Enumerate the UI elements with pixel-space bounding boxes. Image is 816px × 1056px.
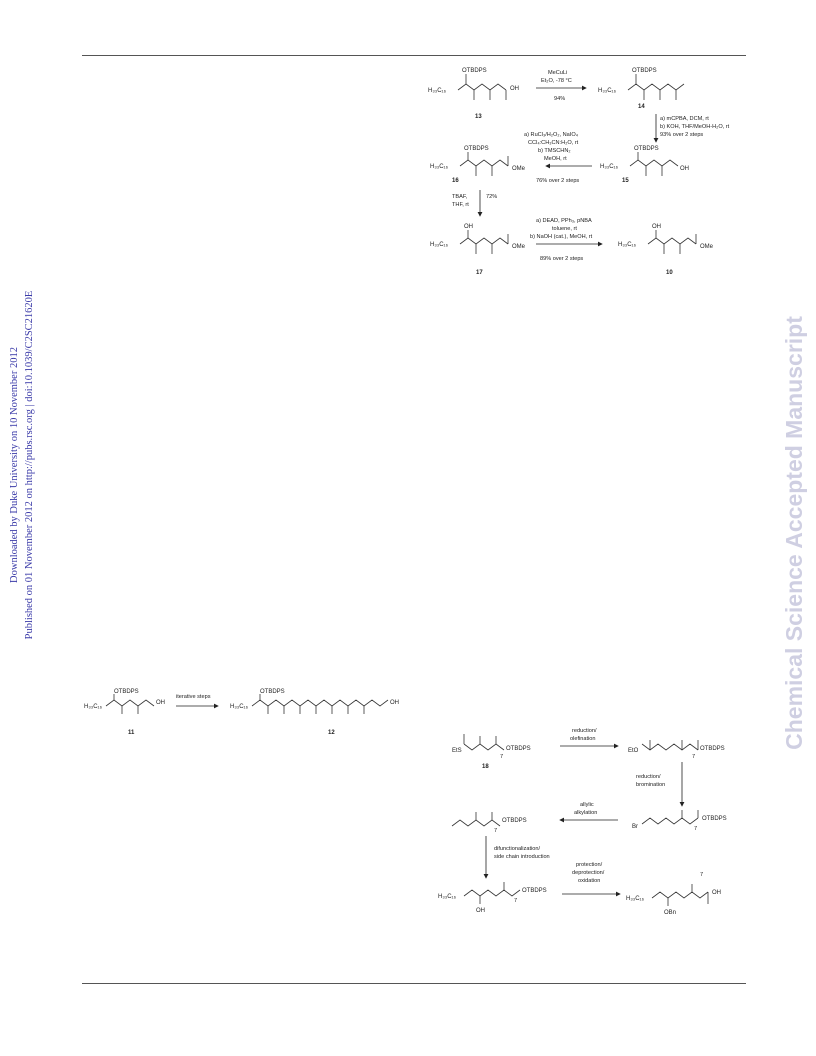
scheme-middle	[84, 686, 414, 740]
c18-number: 18	[482, 764, 489, 770]
b-step4-l2: side chain introduction	[494, 854, 550, 860]
step3-yield: 76% over 2 steps	[536, 178, 580, 184]
c16-alkyl: H₃₃C₁₆	[430, 164, 448, 170]
footer-rule	[82, 983, 746, 984]
step4-yield: 72%	[486, 194, 498, 200]
compound-alkene	[452, 812, 527, 834]
step5-b: b) NaOH (cat.), MeOH, rt	[530, 234, 593, 240]
c12-oh: OH	[390, 700, 399, 706]
b-step5-l3: oxidation	[578, 878, 601, 884]
c13-otbdps: OTBDPS	[462, 68, 487, 74]
c18-otbdps: OTBDPS	[506, 746, 531, 752]
b-step3-l1: allylic	[580, 802, 594, 808]
step1-yield: 94%	[554, 96, 566, 102]
b-step5-l1: protection/	[576, 862, 603, 868]
step3-a: a) RuCl₃/H₂O₂, NaIO₄	[524, 132, 578, 138]
c12-otbdps: OTBDPS	[260, 689, 285, 695]
download-notice	[7, 155, 43, 775]
compound-17	[430, 224, 526, 276]
b-step1-l2: olefination	[570, 736, 596, 742]
step5-solvent: toluene, rt	[552, 226, 577, 232]
compound-alcohol	[438, 882, 547, 914]
c10-number: 10	[666, 270, 673, 276]
c11-oh: OH	[156, 700, 165, 706]
c17-number: 17	[476, 270, 483, 276]
c15-otbdps: OTBDPS	[634, 146, 659, 152]
c17-chain	[460, 238, 508, 244]
compound-acid	[626, 872, 721, 916]
scheme-top	[420, 60, 750, 290]
compound-14	[598, 68, 684, 110]
c14-otbdps: OTBDPS	[632, 68, 657, 74]
alcohol-subscript: 7	[514, 898, 518, 904]
c17-oh-label: OH	[464, 224, 473, 230]
acid-obn: OBn	[664, 910, 677, 916]
step5-a: a) DEAD, PPh₃, pNBA	[536, 218, 592, 224]
step1-reagent: MeCuLi	[548, 70, 568, 76]
accepted-manuscript-watermark: Chemical Science Accepted Manuscript	[781, 316, 807, 750]
c18-chain	[464, 744, 504, 750]
b-step4-l1: difunctionalization/	[494, 846, 541, 852]
bromide-otbdps: OTBDPS	[702, 816, 727, 822]
step3-b: b) TMSCHN₂	[538, 148, 571, 154]
alcohol-otbdps: OTBDPS	[522, 888, 547, 894]
acid-chain	[652, 892, 708, 898]
compound-16	[430, 146, 526, 184]
step2-yield: 93% over 2 steps	[660, 132, 704, 138]
c11-alkyl: H₃₃C₁₆	[84, 704, 102, 710]
c16-ome: OMe	[512, 166, 526, 172]
compound-18	[452, 734, 531, 770]
compound-ester	[628, 740, 725, 760]
c10-chain	[648, 238, 696, 244]
step4-tbaf: TBAF,	[452, 194, 468, 200]
c11-number: 11	[128, 730, 135, 736]
b-step5-l2: deprotection/	[572, 870, 605, 876]
step3-solvent: CCl₄:CH₃CN:H₂O, rt	[528, 140, 579, 146]
alkene-chain	[452, 820, 500, 826]
compound-11	[84, 689, 165, 736]
c10-alkyl: H₃₃C₁₆	[618, 242, 636, 248]
b-step2-l1: reduction/	[636, 774, 661, 780]
c14-chain	[628, 84, 684, 90]
c15-oh: OH	[680, 166, 689, 172]
c18-subscript: 7	[500, 754, 504, 760]
c17-alkyl: H₃₃C₁₆	[430, 242, 448, 248]
step4-solvent: THF, rt	[452, 202, 469, 208]
compound-bromide	[632, 810, 727, 832]
b-step1-l1: reduction/	[572, 728, 597, 734]
c11-chain	[106, 700, 154, 706]
acid-alkyl: H₃₃C₁₆	[626, 896, 644, 902]
step5-yield: 89% over 2 steps	[540, 256, 584, 262]
c13-alkyl: H₃₃C₁₆	[428, 88, 446, 94]
iterative-label: iterative steps	[176, 694, 211, 700]
c10-oh-label: OH	[652, 224, 661, 230]
alkene-otbdps: OTBDPS	[502, 818, 527, 824]
c11-otbdps: OTBDPS	[114, 689, 139, 695]
header-rule	[82, 55, 746, 56]
ester-eto: EtO	[628, 748, 639, 754]
step1-conditions: Et₂O, -78 °C	[541, 78, 572, 84]
download-line: Downloaded by Duke University on 10 November 2012	[9, 347, 20, 583]
acid-subscript: 7	[700, 872, 704, 878]
bromide-br: Br	[632, 824, 638, 830]
ester-chain	[642, 744, 698, 750]
alcohol-alkyl: H₃₃C₁₆	[438, 894, 456, 900]
c13-oh: OH	[510, 86, 519, 92]
scheme-bottom	[430, 722, 750, 918]
step2-a: a) mCPBA, DCM, rt	[660, 116, 709, 122]
c16-number: 16	[452, 178, 459, 184]
bromide-chain	[642, 818, 698, 824]
b-step3-l2: alkylation	[574, 810, 598, 816]
c10-ome: OMe	[700, 244, 714, 250]
c15-alkyl: H₃₃C₁₆	[600, 164, 618, 170]
compound-12	[230, 689, 399, 736]
c14-number: 14	[638, 104, 645, 110]
c15-chain	[630, 160, 678, 166]
ester-subscript: 7	[692, 754, 696, 760]
c16-otbdps: OTBDPS	[464, 146, 489, 152]
acid-oh: OH	[712, 890, 721, 896]
c12-number: 12	[328, 730, 335, 736]
c17-ome: OMe	[512, 244, 526, 250]
compound-10	[618, 224, 714, 276]
c16-chain	[460, 160, 508, 166]
c12-alkyl: H₃₃C₁₆	[230, 704, 248, 710]
c13-chain	[458, 84, 506, 90]
c12-chain	[252, 700, 388, 706]
c18-ets: EtS	[452, 748, 462, 754]
c15-number: 15	[622, 178, 629, 184]
alcohol-chain	[464, 890, 520, 896]
bromide-subscript: 7	[694, 826, 698, 832]
c14-alkyl: H₃₃C₁₆	[598, 88, 616, 94]
alkene-subscript: 7	[494, 828, 498, 834]
step2-b: b) KOH, THF/MeOH-H₂O, rt	[660, 124, 730, 130]
ester-otbdps: OTBDPS	[700, 746, 725, 752]
step3-meoh: MeOH, rt	[544, 156, 567, 162]
published-line: Published on 01 November 2012 on http://pubs.rsc.org | doi:10.1039/C2SC21620E	[24, 290, 35, 640]
compound-15	[600, 146, 689, 184]
b-step2-l2: bromination	[636, 782, 666, 788]
compound-13	[428, 68, 519, 120]
alcohol-oh: OH	[476, 908, 485, 914]
c13-number: 13	[475, 114, 482, 120]
